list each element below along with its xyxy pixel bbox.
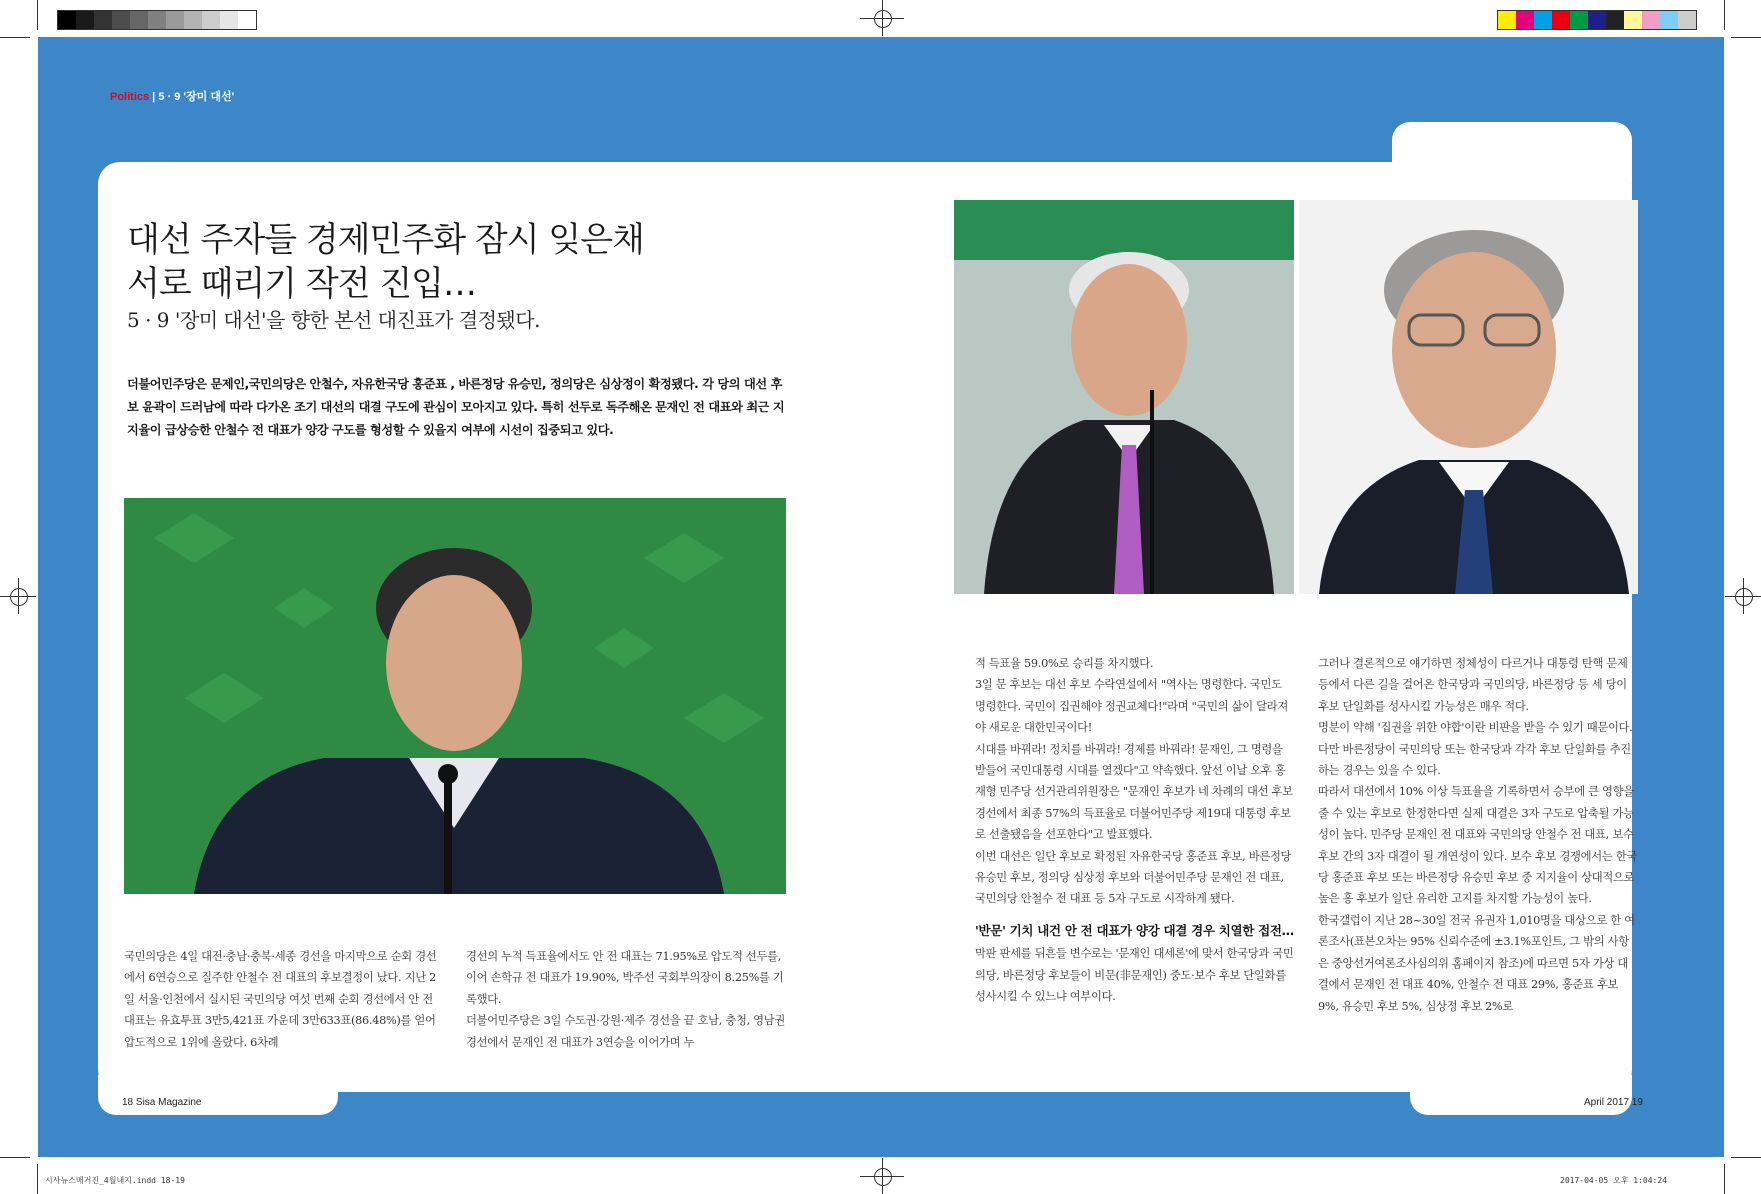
headline-line-2: 서로 때리기 작전 진입… [127,264,477,304]
paragraph: 한국갤럽이 지난 28~30일 전국 유권자 1,010명을 대상으로 한 여론조사(표본오차는 95% 신뢰수준에 ±3.1%포인트, 그 밖의 사항은 중앙선거여론조사심의위 홈페이지 참조)에 따르면 5자 가상 대결에서 문재인 전 대표 40%, 안철수 전 대표 29%, 홍준표 후보 9%, 유승민 후보 5%, 심상정 후보 2%로 [1318,913,1635,1013]
headline [127,218,644,306]
paragraph: 국민의당은 4일 대전·충남·충북·세종 경선을 마지막으로 순회 경선에서 6연승으로 질주한 안철수 전 대표의 후보결정이 났다. 지난 2일 서울·인천에서 실시된 국민의당 여섯 번째 순회 경선에서 안 전 대표는 유효투표 3만5,421표 가운데 3만633표(86.48%)를 얻어 압도적으로 1위에 올랐다. 6차례 [124,950,437,1049]
paragraph: 막판 판세를 뒤흔들 변수로는 '문재인 대세론'에 맞서 한국당과 국민의당, 바른정당 후보들이 비문(非문재인) 중도·보수 후보 단일화를 성사시킬 수 있느냐 여부이다. [975,947,1294,1004]
paragraph: 이번 대선은 일단 후보로 확정된 자유한국당 홍준표 후보, 바른정당 유승민 후보, 정의당 심상정 후보와 더불어민주당 문재인 전 대표, 국민의당 안철수 전 대표 등 5자 구도로 시작하게 됐다. [975,849,1292,906]
section-subheading: '반문' 기치 내건 안 전 대표가 양강 대결 경우 치열한 접전… [975,922,1294,938]
photo-moon-jae-in [1299,200,1638,594]
paragraph: 경선의 누적 득표율에서도 안 전 대표는 71.95%로 압도적 선두를, 이어 손학규 전 대표가 19.90%, 박주선 국회부의장이 8.25%를 기록했다. [466,950,784,1006]
file-slug-left: 시사뉴스매거진_4월내지.indd 18-19 [45,1176,185,1185]
photo-ahn-cheol-soo [124,498,786,894]
section-topic: 5 · 9 '장미 대선' [158,91,235,103]
body-column-1 [124,946,446,1053]
photo-kim-chong-in [954,200,1294,594]
subheadline: 5 · 9 '장미 대선'을 향한 본선 대진표가 결정됐다. [127,308,540,332]
body-column-2 [466,946,788,1053]
headline-line-1: 대선 주자들 경제민주화 잠시 잊은채 [127,220,644,260]
paragraph: 더불어민주당은 3일 수도권·강원·제주 경선을 끝 호남, 충청, 영남권 경선에서 문재인 전 대표가 3연승을 이어가며 누 [466,1014,786,1049]
paragraph: 따라서 대선에서 10% 이상 득표율을 기록하면서 승부에 큰 영향을 줄 수 있는 후보로 한정한다면 실제 대결은 3자 구도로 압축될 가능성이 높다. 민주당 문재인 전 대표와 국민의당 안철수 전 대표, 보수 후보 간의 3자 대결이 될 개연성이 있다. 보수 후보 경쟁에서는 한국당 홍준표 후보 또는 바른정당 유승민 후보 중 지지율이 상대적으로 높은 홍 후보가 일단 유리한 고지를 차지할 가능성이 높다. [1318,785,1638,906]
section-separator: | [149,91,159,103]
file-slug-right: 2017-04-05 오후 1:04:24 [1560,1176,1667,1185]
color-bar [1497,10,1697,30]
paragraph: 3일 문 후보는 대선 후보 수락연설에서 "역사는 명령한다. 국민도 명령한다. 국민이 집권해야 정권교체다!"라며 "국민의 삶이 달라져야 새로운 대한민국이다! [975,678,1289,735]
section-category: Politics [110,91,150,103]
lede-paragraph: 더불어민주당은 문제인,국민의당은 안철수, 자유한국당 홍준표 , 바른정당 유승민, 정의당은 심상정이 확정됐다. 각 당의 대선 후보 윤곽이 드러남에 따라 다가온 조기 대선의 대결 구도에 관심이 모아지고 있다. 특히 선두로 독주해온 문재인 전 대표와 최근 지지율이 급상승한 안철수 전 대표가 양강 구도를 형성할 수 있을지 여부에 시선이 집중되고 있다. [127,377,785,437]
paragraph: 시대를 바꿔라! 정치를 바꿔라! 경제를 바꿔라! 문재인, 그 명령을 받들어 국민대통령 시대를 열겠다"고 약속했다. 앞선 이날 오후 홍재형 민주당 선거관리위원장은 "문재인 후보가 네 차례의 대선 후보 경선에서 최종 57%의 득표율로 더불어민주당 제19대 대통령 후보로 선출됐음을 선포한다"고 발표했다. [975,742,1293,842]
paragraph: 명분이 약해 '집권을 위한 야합'이란 비판을 받을 수 있기 때문이다. 다만 바른정당이 국민의당 또는 한국당과 각각 후보 단일화를 추진하는 경우는 있을 수 있다. [1318,721,1633,778]
panel-notch-right [1410,1075,1632,1115]
body-column-3 [975,653,1295,1008]
folio-right: April 2017 19 [1584,1097,1643,1108]
paragraph: 그러나 결론적으로 얘기하면 정체성이 다르거나 대통령 탄핵 문제 등에서 다른 길을 걸어온 한국당과 국민의당, 바른정당 등 세 당이 후보 단일화를 성사시킬 가능성은 매우 적다. [1318,657,1628,713]
folio-left: 18 Sisa Magazine [122,1097,202,1108]
section-header [110,88,234,104]
grayscale-bar [57,10,257,30]
body-column-4 [1318,653,1638,1017]
panel-notch-left [98,1075,338,1115]
paragraph: 적 득표율 59.0%로 승리를 차지했다. [975,657,1154,670]
